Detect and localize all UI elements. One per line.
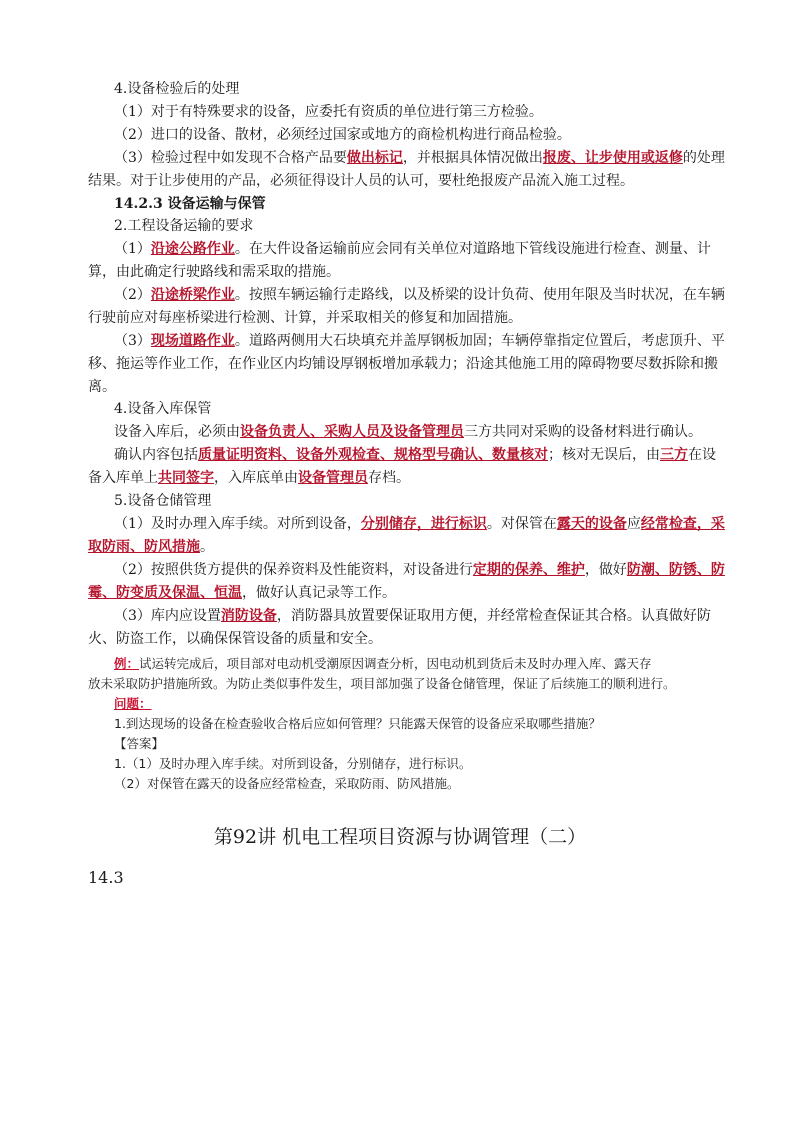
text-run: （2）进口的设备、散材，必须经过国家或地方的商检机构进行商品检验。 xyxy=(114,127,571,143)
key-term: 沿途公路作业 xyxy=(150,241,235,257)
text-run: 存档。 xyxy=(368,470,410,486)
paragraph-line xyxy=(114,78,239,100)
text-run: 。道路两侧用大石块填充并盖厚钢板加固；车辆停靠指定位置后，考虑顶升、平 xyxy=(234,333,725,349)
text-run: （3）检验过程中如发现不合格产品要 xyxy=(114,150,347,166)
key-term: 报废、让步使用或返修 xyxy=(542,150,683,166)
text-run: （1）及时办理入库手续。对所到设备， xyxy=(114,516,361,532)
text-run: 三方共同对采购的设备材料进行确认。 xyxy=(464,424,702,440)
paragraph-line xyxy=(114,330,725,352)
paragraph-line xyxy=(114,284,725,306)
paragraph-line xyxy=(88,170,634,192)
text-run: 结果。对于让步使用的产品，必须征得设计人员的认可，要杜绝报废产品流入施工过程。 xyxy=(88,173,634,189)
key-term: 质量证明资料、设备外观检查、规格型号确认、数量核对 xyxy=(198,447,548,463)
key-term: 三方 xyxy=(660,447,688,463)
text-run: 4.设备检验后的处理 xyxy=(114,81,240,97)
text-run: ，入库底单由 xyxy=(214,470,298,486)
paragraph-line xyxy=(88,307,522,329)
paragraph-line xyxy=(114,605,711,627)
paragraph-line xyxy=(88,582,396,604)
text-run: （1） xyxy=(114,241,151,257)
key-term: 定期的保养、维护 xyxy=(472,562,585,578)
text-run: 2.工程设备运输的要求 xyxy=(114,218,254,234)
key-term: 霉、防变质及保温、恒温 xyxy=(88,585,242,601)
text-run: 算，由此确定行驶路线和需采取的措施。 xyxy=(88,264,340,280)
text-run: 离。 xyxy=(88,379,116,395)
key-term: 经常检查，采 xyxy=(640,516,725,532)
paragraph-line xyxy=(114,147,725,169)
key-term: 设备负责人、采购人员及设备管理员 xyxy=(240,424,464,440)
text-run: 。按照车辆运输行走路线，以及桥梁的设计负荷、使用年限及当时状况，在车辆 xyxy=(234,287,725,303)
text-run: （2）按照供货方提供的保养资料及性能资料，对设备进行 xyxy=(114,562,473,578)
text-run: （3）库内应设置 xyxy=(114,608,221,624)
text-run: （1）对于有特殊要求的设备，应委托有资质的单位进行第三方检验。 xyxy=(114,104,543,120)
text-run: 行驶前应对每座桥梁进行检测、计算，并采取相关的修复和加固措施。 xyxy=(88,310,522,326)
key-term: 做出标记 xyxy=(346,150,403,166)
text-run: ，并根据具体情况做出 xyxy=(402,150,543,166)
example-line-2: 放未采取防护措施所致。为防止类似事件发生，项目部加强了设备仓储管理，保证了后续施工的顺利进行。 xyxy=(88,676,676,691)
paragraph-line xyxy=(114,101,543,123)
subheading xyxy=(114,398,211,420)
subheading xyxy=(114,215,253,237)
text-run: 设备入库后，必须由 xyxy=(114,424,240,440)
text-run: 。 xyxy=(200,539,214,555)
key-term: 共同签字 xyxy=(158,470,214,486)
text-run: 确认内容包括 xyxy=(114,447,198,463)
question-text: 1.到达现场的设备在检查验收合格后应如何管理？只能露天保管的设备应采取哪些措施？ xyxy=(114,716,601,731)
paragraph-line xyxy=(88,628,382,650)
question-label: 问题： xyxy=(114,696,152,711)
text-run: 。对保管在 xyxy=(486,516,557,532)
key-term: 防潮、防锈、防 xyxy=(626,562,725,578)
heading-text: 14.2.3 设备运输与保管 xyxy=(114,196,266,212)
section-heading xyxy=(114,193,266,215)
key-term: 取防雨、防风措施 xyxy=(88,539,200,555)
key-term: 露天的设备 xyxy=(556,516,627,532)
subheading xyxy=(114,490,211,512)
text-run: ，消防器具放置要保证取用方便，并经常检查保证其合格。认真做好防 xyxy=(276,608,711,624)
paragraph-line xyxy=(114,444,716,466)
text-run: 的处理 xyxy=(682,150,725,166)
answer-line-1: 1.（1）及时办理入库手续。对所到设备，分别储存，进行标识。 xyxy=(114,756,472,771)
text-run: （3） xyxy=(114,333,151,349)
text-run: （2） xyxy=(114,287,151,303)
lecture-title: 第92讲 机电工程项目资源与协调管理（二） xyxy=(213,826,587,848)
answer-line-2: （2）对保管在露天的设备应经常检查，采取防雨、防风措施。 xyxy=(114,776,460,791)
text-run: 火、防盗工作，以确保保管设备的质量和安全。 xyxy=(88,631,382,647)
example-text: 试运转完成后，项目部对电动机受潮原因调查分析，因电动机到货后未及时办理入库、露天存 xyxy=(139,656,652,671)
answer-label: 【答案】 xyxy=(114,736,165,751)
paragraph-line xyxy=(114,513,725,535)
section-number: 14.3 xyxy=(88,868,124,887)
key-term: 沿途桥梁作业 xyxy=(150,287,235,303)
paragraph-line xyxy=(114,124,571,146)
example-label: 例： xyxy=(114,656,140,671)
text-run: 4.设备入库保管 xyxy=(114,401,212,417)
paragraph-line xyxy=(114,238,711,260)
text-run: 移、拖运等作业工作，在作业区内均铺设厚钢板增加承载力；沿途其他施工用的障碍物要尽数拆除和搬 xyxy=(88,356,718,372)
text-run: 应 xyxy=(626,516,641,532)
text-run: 5.设备仓储管理 xyxy=(114,493,212,509)
text-run: ，做好 xyxy=(584,562,627,578)
paragraph-line xyxy=(88,376,116,398)
key-term: 分别储存，进行标识 xyxy=(360,516,487,532)
text-run: ，做好认真记录等工作。 xyxy=(242,585,396,601)
paragraph-line xyxy=(88,536,214,558)
key-term: 消防设备 xyxy=(220,608,277,624)
paragraph-line xyxy=(114,559,725,581)
paragraph-line xyxy=(114,421,702,443)
text-run: ；核对无误后，由 xyxy=(548,447,660,463)
text-run: 。在大件设备运输前应会同有关单位对道路地下管线设施进行检查、测量、计 xyxy=(234,241,711,257)
text-run: 在设 xyxy=(688,447,716,463)
paragraph-line xyxy=(88,353,718,375)
example-line-1 xyxy=(114,654,652,674)
paragraph-line xyxy=(88,261,340,283)
key-term: 设备管理员 xyxy=(298,470,368,486)
text-run: 备入库单上 xyxy=(88,470,158,486)
paragraph-line xyxy=(88,467,410,489)
key-term: 现场道路作业 xyxy=(150,333,235,349)
